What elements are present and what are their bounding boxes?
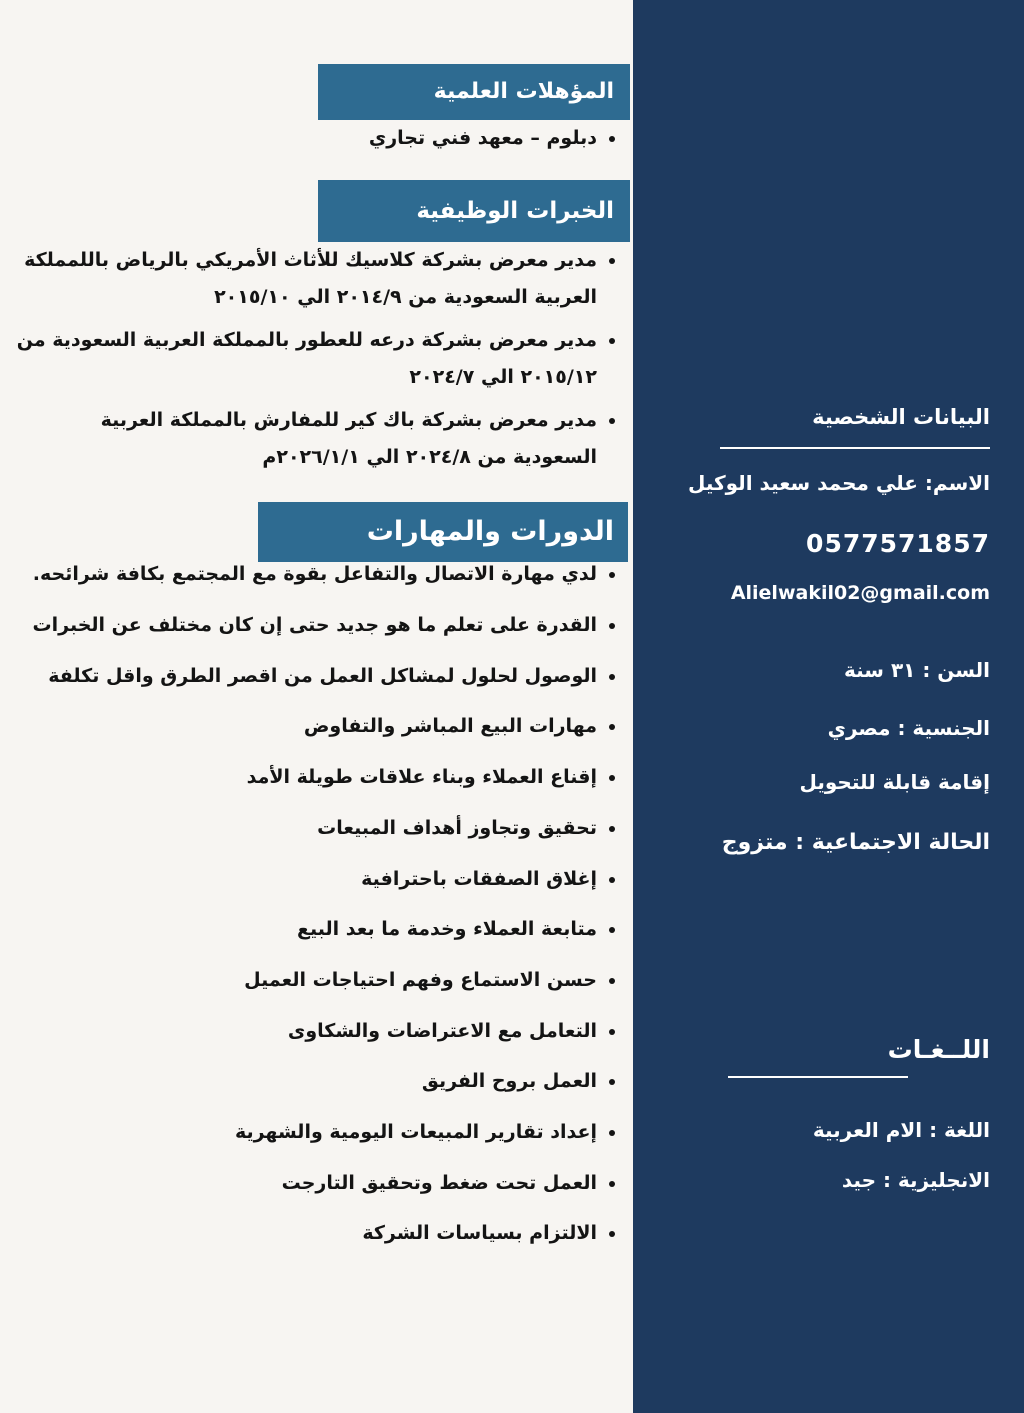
list-item: • الوصول لحلول لمشاكل العمل من اقصر الطرق واقل تكلفة <box>12 664 597 689</box>
personal-data-title: البيانات الشخصية <box>812 405 990 429</box>
section-header-skills: الدورات والمهارات <box>258 502 628 562</box>
residence-text: إقامة قابلة للتحويل <box>799 770 990 794</box>
age-text: السن : ٣١ سنة <box>844 658 990 682</box>
languages-title: اللــغـات <box>887 1035 990 1064</box>
list-item: • إقناع العملاء وبناء علاقات طويلة الأمد <box>12 765 597 790</box>
list-item: • العمل تحت ضغط وتحقيق التارجت <box>12 1171 597 1196</box>
list-item: • العمل بروح الفريق <box>12 1069 597 1094</box>
marital-status-text: الحالة الاجتماعية : متزوج <box>721 830 990 855</box>
sidebar <box>633 0 1024 1413</box>
list-item: اللغة : الام العربية <box>812 1118 990 1142</box>
list-item: • مدير معرض بشركة باك كير للمفارش بالمملكة العربية السعودية من ٢٠٢٤/٨ الي ٢٠٢٦/١/١م <box>12 402 597 476</box>
list-item: • متابعة العملاء وخدمة ما بعد البيع <box>12 917 597 942</box>
list-item: • إغلاق الصفقات باحترافية <box>12 867 597 892</box>
name-text: الاسم: علي محمد سعيد الوكيل <box>688 471 990 495</box>
list-item: • الالتزام بسياسات الشركة <box>12 1221 597 1246</box>
list-item: • مدير معرض بشركة درعه للعطور بالمملكة العربية السعودية من ٢٠١٥/١٢ الي ٢٠٢٤/٧ <box>12 322 597 396</box>
email-text: Alielwakil02@gmail.com <box>730 582 990 604</box>
list-item: • مدير معرض بشركة كلاسيك للأثاث الأمريكي بالرياض باللمملكة العربية السعودية من ٢٠١٤/٩ الي ٢٠١٥/١٠ <box>12 242 597 316</box>
list-item: • مهارات البيع المباشر والتفاوض <box>12 714 597 739</box>
section-header-qualifications: المؤهلات العلمية <box>318 64 630 120</box>
qualifications-list <box>0 120 633 156</box>
list-item: • القدرة على تعلم ما هو جديد حتى إن كان مختلف عن الخبرات <box>12 613 597 638</box>
languages-list <box>651 1118 990 1192</box>
list-item: • لدي مهارة الاتصال والتفاعل بقوة مع المجتمع بكافة شرائحه. <box>12 562 597 587</box>
list-item: الانجليزية : جيد <box>841 1168 990 1192</box>
list-item: • تحقيق وتجاوز أهداف المبيعات <box>12 816 597 841</box>
list-item: • حسن الاستماع وفهم احتياجات العميل <box>12 968 597 993</box>
skills-list <box>0 562 633 1246</box>
section-header-experience: الخبرات الوظيفية <box>318 180 630 242</box>
phone-number: 0577571857 <box>806 529 990 558</box>
list-item: • إعداد تقارير المبيعات اليومية والشهرية <box>12 1120 597 1145</box>
experience-list <box>0 242 633 476</box>
personal-divider <box>720 447 990 449</box>
nationality-text: الجنسية : مصري <box>827 716 990 740</box>
list-item: • التعامل مع الاعتراضات والشكاوى <box>12 1019 597 1044</box>
languages-divider <box>728 1076 908 1078</box>
list-item: • دبلوم – معهد فني تجاري <box>12 120 597 156</box>
